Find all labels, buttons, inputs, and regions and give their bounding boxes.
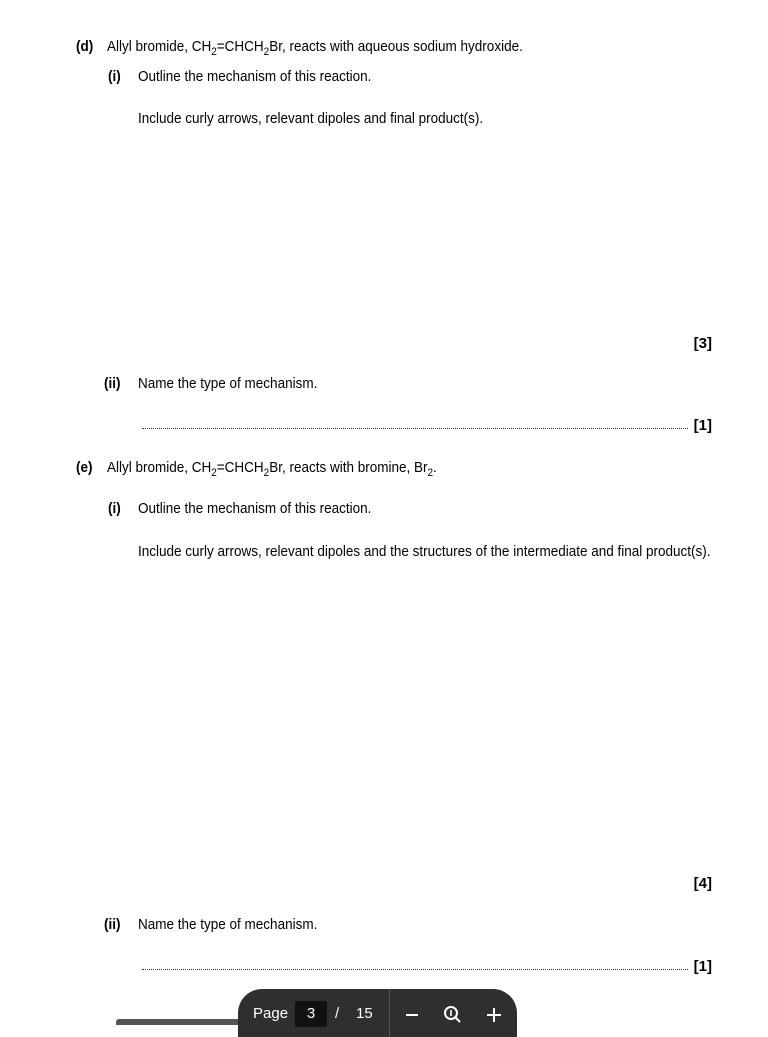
question-d-i-label: (i) [108, 68, 121, 85]
zoom-button[interactable] [437, 999, 467, 1029]
question-e-i-label: (i) [108, 500, 121, 517]
plus-icon [485, 1005, 503, 1023]
question-d-ii-label: (ii) [104, 375, 121, 392]
question-d-ii-text: Name the type of mechanism. [138, 375, 318, 392]
question-e-i-text: Outline the mechanism of this reaction. [138, 500, 372, 517]
question-e-ii-text: Name the type of mechanism. [138, 916, 318, 933]
question-e-stem: Allyl bromide, $CH_2=CHCH_2Br$, reacts with bromine, $Br_2$. [107, 459, 437, 479]
question-e-i-instruction: Include curly arrows, relevant dipoles and the structures of the intermediate and final product(s). [138, 543, 711, 560]
question-d-i-instruction: Include curly arrows, relevant dipoles and final product(s). [138, 110, 484, 127]
question-e-ii-label: (ii) [104, 916, 121, 933]
question-e-ii-marks: [1] [693, 958, 712, 975]
viewer-toolbar [238, 989, 517, 1037]
question-d-ii-answer-line[interactable] [142, 428, 688, 429]
total-pages: 15 [356, 1005, 373, 1022]
magnifier-icon [442, 1004, 462, 1024]
current-page-input[interactable]: 3 [295, 1001, 327, 1027]
zoom-in-button[interactable] [479, 999, 509, 1029]
question-e-i-marks: [4] [693, 875, 712, 892]
question-e-ii-answer-line[interactable] [142, 969, 688, 970]
question-d-i-marks: [3] [693, 335, 712, 352]
question-e-label: (e) [76, 459, 93, 476]
question-d-i-text: Outline the mechanism of this reaction. [138, 68, 372, 85]
page-separator: / [335, 1005, 340, 1022]
minus-icon [404, 1006, 420, 1022]
question-d-stem: Allyl bromide, $CH_2=CHCH_2Br$, reacts with aqueous sodium hydroxide. [107, 38, 523, 58]
question-d-ii-marks: [1] [693, 417, 712, 434]
zoom-out-button[interactable] [397, 999, 427, 1029]
question-d-label: (d) [76, 38, 94, 55]
toolbar-divider [389, 989, 390, 1037]
scroll-indicator[interactable] [116, 1019, 241, 1025]
page-label: Page [253, 1005, 289, 1022]
